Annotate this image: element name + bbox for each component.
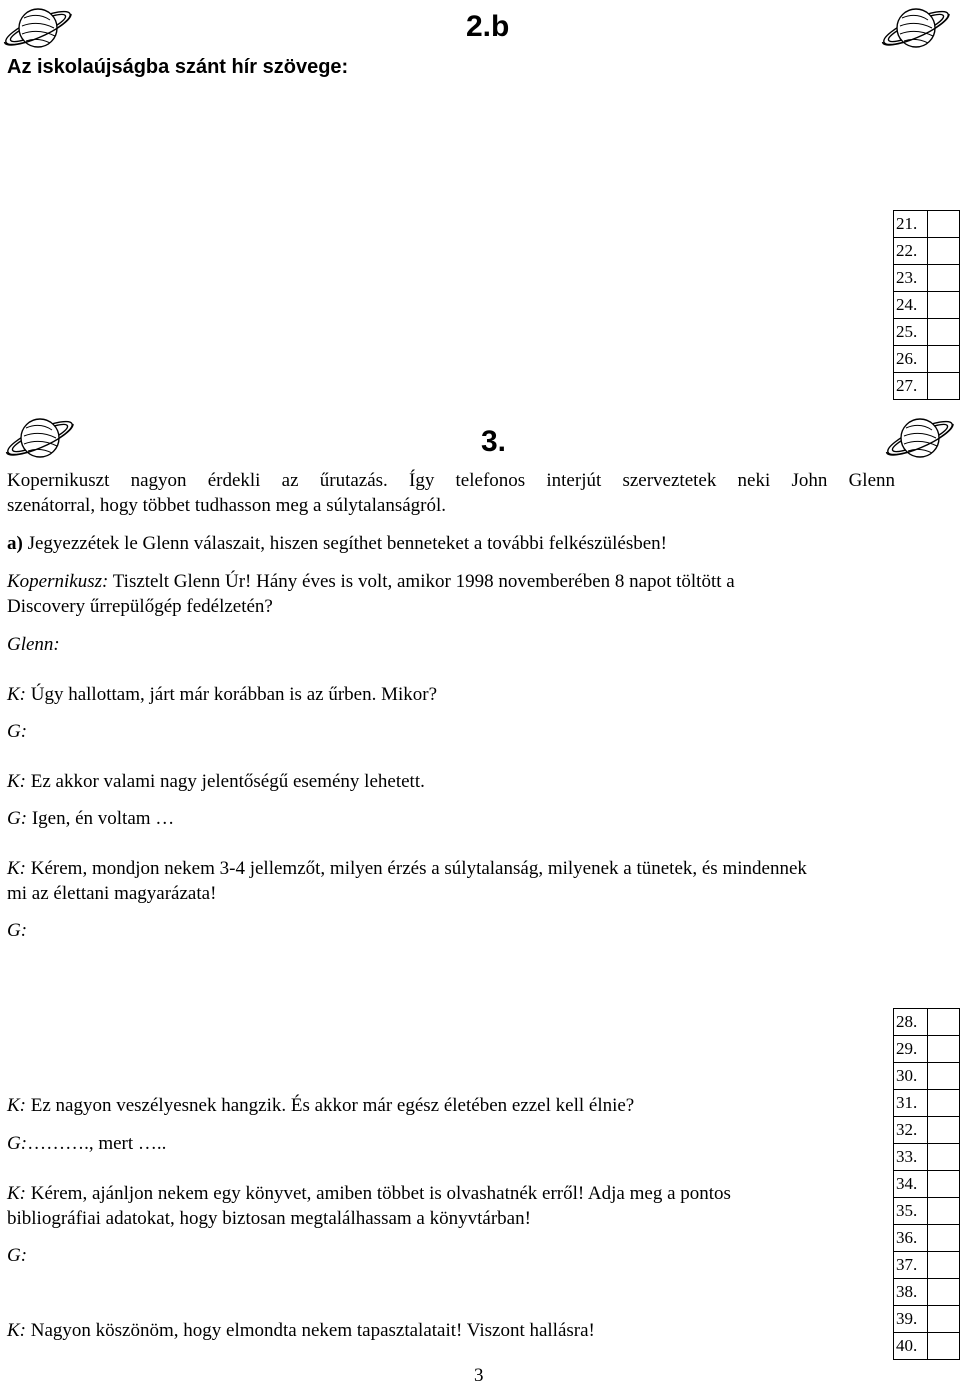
score-box[interactable] [928,292,960,319]
score-box[interactable] [928,319,960,346]
speaker-label: K: [7,1320,26,1341]
score-row [894,1279,960,1306]
answer-3 [7,806,174,831]
answer-5 [7,1131,166,1156]
task-number: 24. [894,292,928,319]
question-text: Kérem, mondjon nekem 3-4 jellemzőt, milyen érzés a súlytalanság, milyenek a tünetek, és mindennek [26,858,807,879]
question-text-cont: Discovery űrrepülőgép fedélzetén? [7,596,273,617]
speaker-label: K: [7,771,26,792]
saturn-planet-icon [2,410,78,466]
question-text-cont: mi az élettani magyarázata! [7,883,217,904]
question-text: Nagyon köszönöm, hogy elmondta nekem tapasztalatait! Viszont hallásra! [26,1320,595,1341]
score-row [894,1144,960,1171]
answer-6 [7,1243,27,1268]
task-number: 40. [894,1333,928,1360]
task-number: 38. [894,1279,928,1306]
score-row [894,292,960,319]
answer-4 [7,918,27,943]
question-1 [7,569,735,619]
question-6 [7,1181,731,1231]
score-row [894,265,960,292]
score-row [894,373,960,400]
task-number: 21. [894,211,928,238]
score-box[interactable] [928,1306,960,1333]
news-title: Az iskolaújságba szánt hír szövege: [7,56,349,78]
speaker-label: Glenn: [7,634,60,655]
score-row [894,1009,960,1036]
score-box[interactable] [928,1009,960,1036]
question-text: Kérem, ajánljon nekem egy könyvet, amiben többet is olvashatnék erről! Adja meg a pontos [26,1183,731,1204]
answer-2 [7,719,27,744]
saturn-planet-icon [882,410,958,466]
score-box[interactable] [928,1225,960,1252]
answer-text: ………., mert ….. [27,1133,167,1154]
question-text: Tisztelt Glenn Úr! Hány éves is volt, amikor 1998 novemberében 8 napot töltött a [108,571,735,592]
task-number: 27. [894,373,928,400]
score-box[interactable] [928,346,960,373]
score-row [894,1252,960,1279]
task-letter: a) [7,533,23,554]
task-number: 31. [894,1090,928,1117]
score-box[interactable] [928,1036,960,1063]
score-row [894,1036,960,1063]
saturn-planet-icon [0,0,76,56]
question-7 [7,1318,595,1343]
score-box[interactable] [928,1171,960,1198]
score-row [894,1117,960,1144]
question-5 [7,1093,634,1118]
speaker-label: G: [7,1133,28,1154]
task-number: 30. [894,1063,928,1090]
speaker-label: G: [7,920,28,941]
task-number: 29. [894,1036,928,1063]
task-number: 39. [894,1306,928,1333]
page-number: 3 [474,1365,484,1386]
task-instruction [7,531,667,556]
intro-paragraph [7,468,895,493]
speaker-label: G: [7,808,28,829]
score-row [894,1333,960,1360]
task-number: 32. [894,1117,928,1144]
question-4 [7,856,807,906]
score-row [894,346,960,373]
score-row [894,211,960,238]
score-box[interactable] [928,211,960,238]
score-box[interactable] [928,1144,960,1171]
score-row [894,1090,960,1117]
score-box[interactable] [928,1279,960,1306]
task-number: 23. [894,265,928,292]
score-box[interactable] [928,238,960,265]
speaker-label: G: [7,1245,28,1266]
score-row [894,319,960,346]
task-number: 28. [894,1009,928,1036]
section-number: 3. [481,425,507,458]
task-number: 34. [894,1171,928,1198]
question-text: Ez akkor valami nagy jelentőségű esemény lehetett. [26,771,425,792]
score-box[interactable] [928,1117,960,1144]
task-number: 22. [894,238,928,265]
intro-paragraph-cont [7,493,446,518]
question-2 [7,682,437,707]
score-row [894,1306,960,1333]
score-row [894,1225,960,1252]
score-box[interactable] [928,1090,960,1117]
question-3 [7,769,425,794]
score-row [894,1063,960,1090]
intro-line-2: szenátorral, hogy többet tudhasson meg a súlytalanságról. [7,495,447,516]
task-number: 25. [894,319,928,346]
answer-1 [7,632,60,657]
speaker-label: K: [7,684,26,705]
score-box[interactable] [928,1063,960,1090]
score-box[interactable] [928,1333,960,1360]
question-text-cont: bibliográfiai adatokat, hogy biztosan megtalálhassam a könyvtárban! [7,1208,531,1229]
question-text: Ez nagyon veszélyesnek hangzik. És akkor már egész életében ezzel kell élnie? [26,1095,635,1116]
task-number: 26. [894,346,928,373]
speaker-label: K: [7,1183,26,1204]
task-number: 35. [894,1198,928,1225]
task-text: Jegyezzétek le Glenn válaszait, hiszen segíthet benneteket a további felkészülésben! [22,533,667,554]
speaker-label: G: [7,721,28,742]
score-box[interactable] [928,1252,960,1279]
speaker-label: Kopernikusz: [7,571,109,592]
score-table-2 [893,1008,960,1360]
speaker-label: K: [7,1095,26,1116]
task-number: 33. [894,1144,928,1171]
intro-line-1: Kopernikuszt nagyon érdekli az űrutazás. Így telefonos interjút szerveztetek neki John Glenn [7,470,895,491]
task-number: 37. [894,1252,928,1279]
score-row [894,238,960,265]
question-text: Úgy hallottam, járt már korábban is az űrben. Mikor? [26,684,438,705]
score-row [894,1171,960,1198]
task-number: 36. [894,1225,928,1252]
score-table-1 [893,210,960,400]
answer-text: Igen, én voltam … [27,808,175,829]
score-box[interactable] [928,1198,960,1225]
score-box[interactable] [928,373,960,400]
section-label: 2.b [466,10,510,43]
speaker-label: K: [7,858,26,879]
score-box[interactable] [928,265,960,292]
score-row [894,1198,960,1225]
saturn-planet-icon [878,0,954,56]
